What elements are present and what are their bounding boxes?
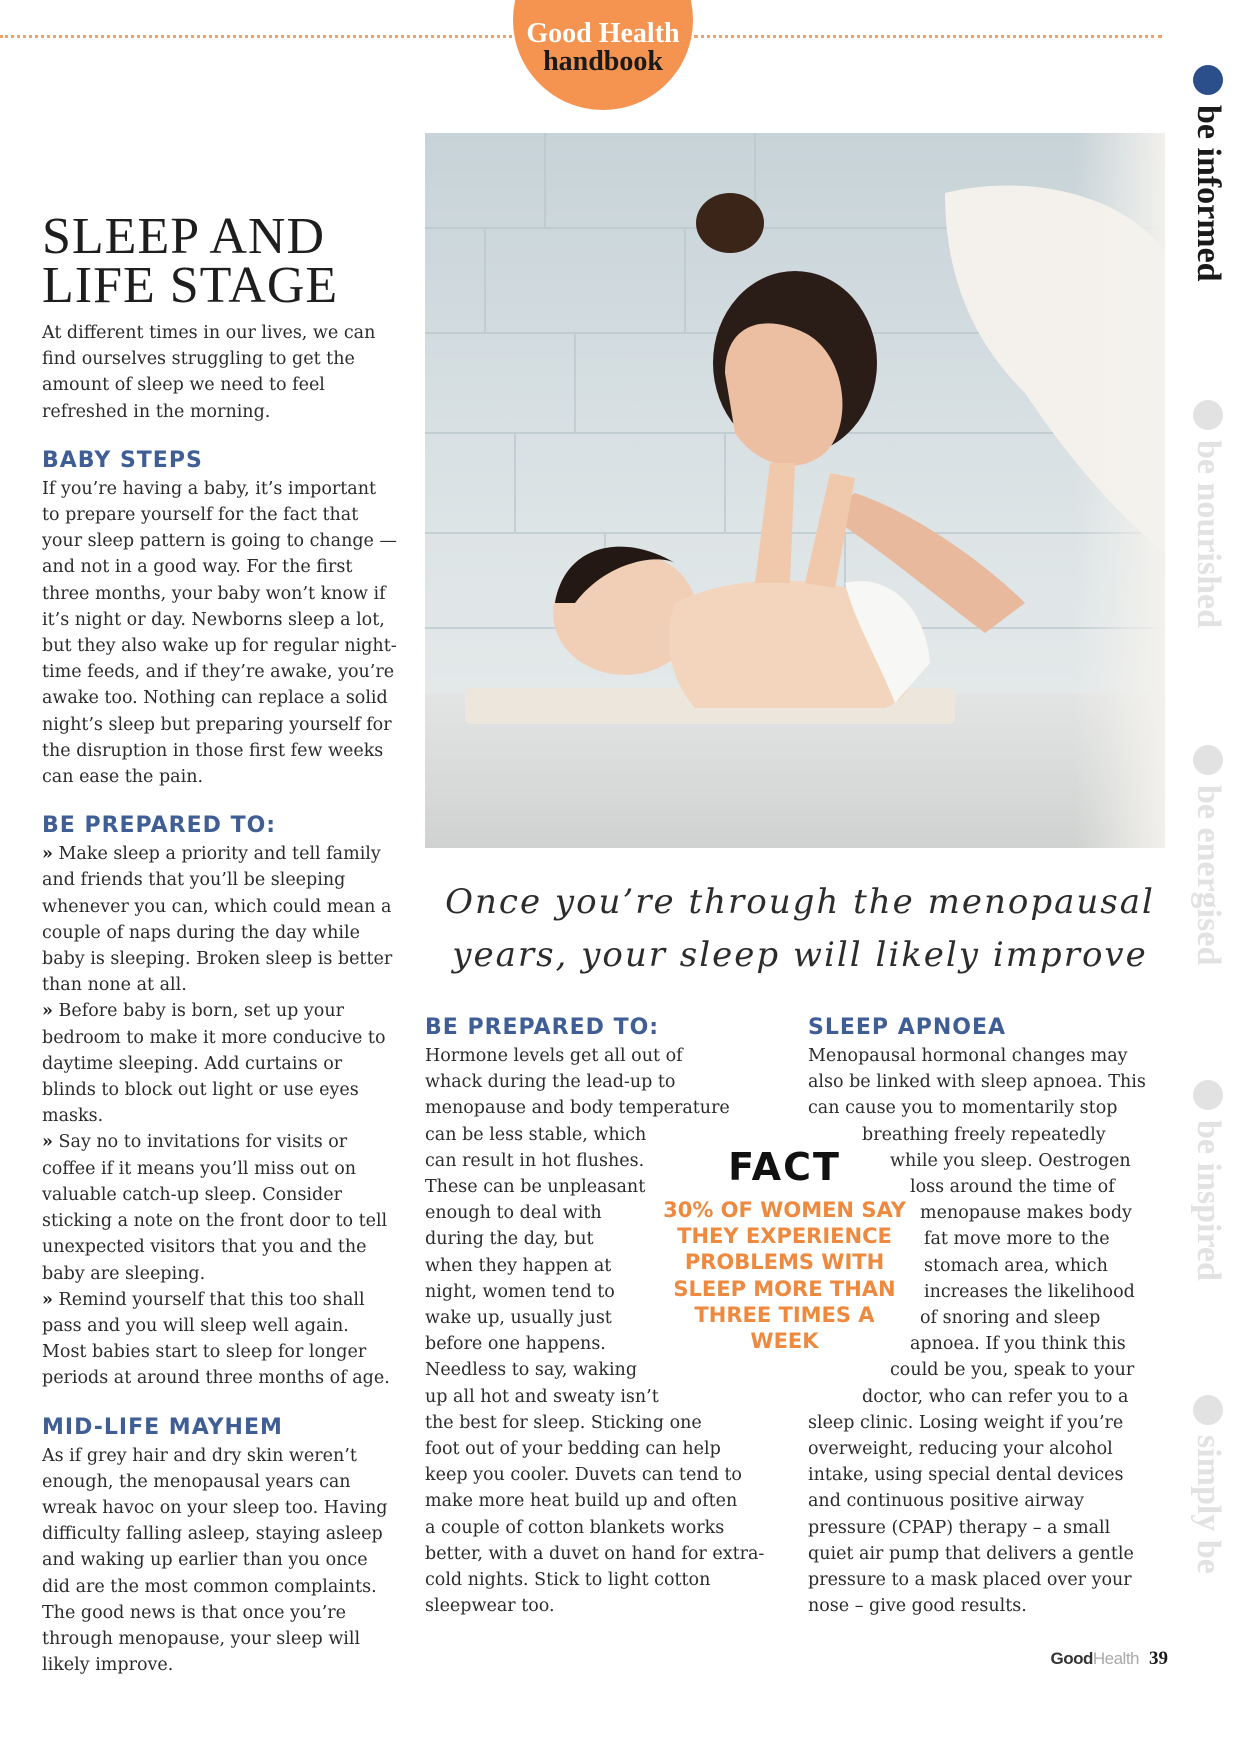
menopause-line: before one happens. <box>425 1334 606 1355</box>
menopause-line: make more heat build up and often <box>425 1491 738 1512</box>
masthead-line2: handbook <box>543 46 663 77</box>
apnoea-line: fat move more to the <box>924 1229 1110 1250</box>
menopause-line: during the day, but <box>425 1229 594 1250</box>
apnoea-line: intake, using special dental devices <box>808 1465 1124 1486</box>
page-number: 39 <box>1149 1648 1168 1669</box>
baby-steps-body: If you’re having a baby, it’s important to prepare yourself for the fact that your sleep pattern is going to change — and not in a good way. For the first three months, your baby won’t know if it’s night or day. Newborns sleep a lot, but they also wake up for regular night-time feeds, and if they’re awake, you’re awake too. Nothing can replace a solid night’s sleep but preparing yourself for the disruption in those first few weeks can ease the pain. <box>42 478 397 788</box>
side-tab-be-inspired[interactable]: be inspired <box>1191 1080 1225 1370</box>
menopause-line: whack during the lead-up to <box>425 1072 676 1093</box>
side-tab-be-nourished[interactable]: be nourished <box>1191 400 1225 690</box>
menopause-line: Hormone levels get all out of <box>425 1046 683 1066</box>
blurred-door <box>1075 133 1165 848</box>
menopause-line: a couple of cotton blankets works <box>425 1517 725 1538</box>
tab-dot-icon <box>1193 1395 1223 1425</box>
side-tab-be-informed[interactable]: be informed <box>1191 65 1225 355</box>
bullet-item: » Say no to invitations for visits or coffee if it means you’ll miss out on valuable catch-up sleep. Consider sticking a note on the front door to tell unexpected visitors that you and the baby are sleeping. <box>42 1132 388 1284</box>
menopause-line: when they happen at <box>425 1255 612 1276</box>
bullet-icon: » <box>42 1289 53 1310</box>
bullet-icon: » <box>42 844 53 865</box>
pull-quote: Once you’re through the menopausal years, your sleep will likely improve <box>445 882 1155 975</box>
apnoea-line: menopause makes body <box>920 1203 1132 1224</box>
menopause-line: foot out of your bedding can help <box>425 1439 721 1460</box>
apnoea-line: sleep clinic. Losing weight if you’re <box>808 1412 1124 1433</box>
menopause-line: sleepwear too. <box>425 1596 555 1617</box>
apnoea-line: of snoring and sleep <box>920 1308 1101 1329</box>
be-prepared-heading-1: BE PREPARED TO: <box>42 813 277 839</box>
tab-dot-icon <box>1193 1080 1223 1110</box>
apnoea-line: breathing freely repeatedly <box>862 1124 1106 1145</box>
menopause-line: cold nights. Stick to light cotton <box>425 1570 711 1591</box>
apnoea-line: could be you, speak to your <box>890 1360 1135 1381</box>
header-rule-right <box>694 35 1162 38</box>
tab-dot-icon <box>1193 400 1223 430</box>
menopause-line: night, women tend to <box>425 1281 615 1302</box>
apnoea-line: and continuous positive airway <box>808 1491 1085 1512</box>
mother-baby-photo <box>425 133 1165 848</box>
apnoea-line: apnoea. If you think this <box>910 1334 1126 1355</box>
side-tab-be-energised[interactable]: be energised <box>1191 745 1225 1035</box>
tab-dot-icon <box>1193 65 1223 95</box>
menopause-line: can result in hot flushes. <box>425 1150 645 1171</box>
midlife-heading: MID-LIFE MAYHEM <box>42 1414 283 1440</box>
baby-steps-heading: BABY STEPS <box>42 447 203 473</box>
menopause-line: the best for sleep. Sticking one <box>425 1412 702 1433</box>
menopause-line: These can be unpleasant <box>425 1177 646 1198</box>
menopause-line: menopause and body temperature <box>425 1098 730 1119</box>
bullet-item: » Before baby is born, set up your bedroom to make it more conducive to daytime sleeping. Add curtains or blinds to block out light or use eyes masks. <box>42 1001 386 1127</box>
apnoea-line: increases the likelihood <box>924 1281 1135 1302</box>
menopause-line: wake up, usually just <box>425 1308 612 1329</box>
article-title <box>42 208 339 314</box>
page-footer <box>1050 1648 1168 1670</box>
bullet-item: » Make sleep a priority and tell family and friends that you’ll be sleeping whenever you can, which could mean a couple of naps during the day while baby is sleeping. Broken sleep is better than none at all. <box>42 844 393 996</box>
left-column <box>42 320 397 1678</box>
apnoea-line: pressure to a mask placed over your <box>808 1570 1132 1591</box>
menopause-line: up all hot and sweaty isn’t <box>425 1386 659 1407</box>
menopause-line: can be less stable, which <box>425 1124 647 1145</box>
footer-brand-health: Health <box>1092 1649 1139 1668</box>
fact-heading: FACT <box>728 1145 841 1189</box>
masthead-badge <box>513 0 693 110</box>
bullet-item: » Remind yourself that this too shall pass and you will sleep well again. Most babies start to sleep for longer periods at around three months of age. <box>42 1289 390 1389</box>
apnoea-line: can cause you to momentarily stop <box>808 1098 1118 1119</box>
apnoea-line: also be linked with sleep apnoea. This <box>808 1072 1146 1093</box>
apnoea-line: loss around the time of <box>910 1177 1115 1198</box>
apnoea-line: while you sleep. Oestrogen <box>890 1150 1131 1171</box>
side-tab-simply-be[interactable]: simply be <box>1191 1395 1225 1685</box>
title-line2: LIFE STAGE <box>42 257 339 314</box>
menopause-line: better, with a duvet on hand for extra- <box>425 1543 765 1564</box>
midlife-body: As if grey hair and dry skin weren’t enough, the menopausal years can wreak havoc on your sleep too. Having difficulty falling asleep, staying asleep and waking up earlier than you once did are the most common complaints. The good news is that once you’re through menopause, your sleep will likely improve. <box>42 1445 388 1676</box>
masthead-line1: Good Health <box>526 18 680 49</box>
title-line1: SLEEP AND <box>42 208 325 265</box>
apnoea-line: pressure (CPAP) therapy – a small <box>808 1517 1111 1538</box>
header-rule-left <box>0 35 512 38</box>
footer-brand-good: Good <box>1050 1649 1093 1668</box>
fact-body: 30% OF WOMEN SAY THEY EXPERIENCE PROBLEMS WITH SLEEP MORE THAN THREE TIMES A WEEK <box>663 1198 906 1354</box>
apnoea-line: doctor, who can refer you to a <box>862 1386 1129 1407</box>
sleep-apnoea-heading: SLEEP APNOEA <box>808 1015 1007 1040</box>
bullet-icon: » <box>42 1132 53 1153</box>
apnoea-line: overweight, reducing your alcohol <box>808 1439 1113 1460</box>
menopause-line: keep you cooler. Duvets can tend to <box>425 1465 742 1486</box>
be-prepared-heading-2: BE PREPARED TO: <box>425 1015 660 1040</box>
apnoea-line: nose – give good results. <box>808 1596 1027 1617</box>
tab-dot-icon <box>1193 745 1223 775</box>
intro-paragraph: At different times in our lives, we can find ourselves struggling to get the amount of sleep we need to feel refreshed in the morning. <box>42 323 376 422</box>
apnoea-line: stomach area, which <box>924 1255 1108 1276</box>
apnoea-line: Menopausal hormonal changes may <box>808 1046 1128 1066</box>
bullet-icon: » <box>42 1001 53 1022</box>
mother-bun <box>696 193 764 253</box>
right-column <box>808 1013 1168 1619</box>
apnoea-line: quiet air pump that delivers a gentle <box>808 1543 1134 1564</box>
menopause-line: enough to deal with <box>425 1203 602 1224</box>
menopause-line: Needless to say, waking <box>425 1360 638 1381</box>
